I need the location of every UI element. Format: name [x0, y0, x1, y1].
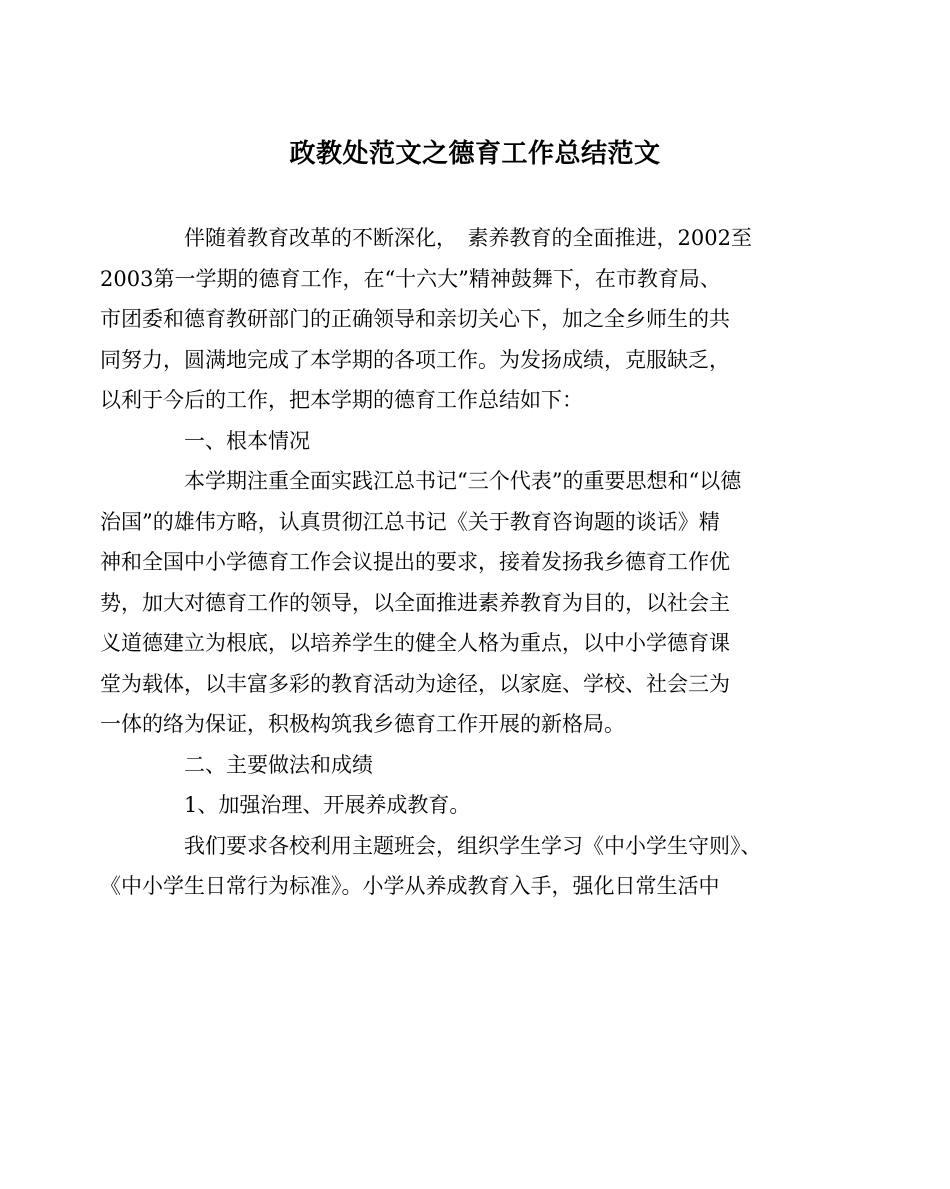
text-line: 2003第一学期的德育工作，在“十六大”精神鼓舞下，在市教育局、	[100, 266, 721, 291]
text-line: 堂为载体，以丰富多彩的教育活动为途径，以家庭、学校、社会三为	[100, 671, 730, 696]
text-line: 以利于今后的工作，把本学期的德育工作总结如下：	[100, 388, 583, 412]
text-line: 《中小学生日常行为标准》。小学从养成教育入手，强化日常生活中	[100, 874, 720, 898]
text-line: 治国”的雄伟方略，认真贯彻江总书记《关于教育咨询题的谈话》精	[100, 509, 720, 534]
document-body	[100, 218, 802, 907]
paragraph-intro	[100, 218, 802, 421]
text-line: 伴随着教育改革的不断深化， 素养教育的全面推进，2002至	[184, 226, 752, 250]
text-line: 1、加强治理、开展养成教育。	[184, 793, 471, 817]
text-line: 二、主要做法和成绩	[184, 752, 373, 777]
paragraph-basic-situation	[100, 461, 802, 745]
subsection-heading-management	[142, 785, 802, 826]
section-heading-main-practices	[142, 745, 802, 786]
text-line: 一、根本情况	[184, 428, 310, 453]
section-heading-basic-situation	[142, 421, 802, 462]
paragraph-management	[100, 826, 802, 907]
text-line: 本学期注重全面实践江总书记“三个代表”的重要思想和“以德	[184, 469, 742, 493]
text-line: 神和全国中小学德育工作会议提出的要求，接着发扬我乡德育工作优	[100, 550, 730, 574]
text-line: 势，加大对德育工作的领导，以全面推进素养教育为目的，以社会主	[100, 590, 730, 615]
text-line: 同努力，圆满地完成了本学期的各项工作。为发扬成绩，克服缺乏，	[100, 347, 730, 372]
text-line: 义道德建立为根底，以培养学生的健全人格为重点，以中小学德育课	[100, 631, 730, 655]
text-line: 我们要求各校利用主题班会，组织学生学习《中小学生守则》、	[184, 833, 762, 858]
document-title: 政教处范文之德育工作总结范文	[289, 139, 661, 169]
text-line: 一体的络为保证，积极构筑我乡德育工作开展的新格局。	[100, 712, 625, 736]
text-line: 市团委和德育教研部门的正确领导和亲切关心下，加之全乡师生的共	[100, 307, 730, 331]
